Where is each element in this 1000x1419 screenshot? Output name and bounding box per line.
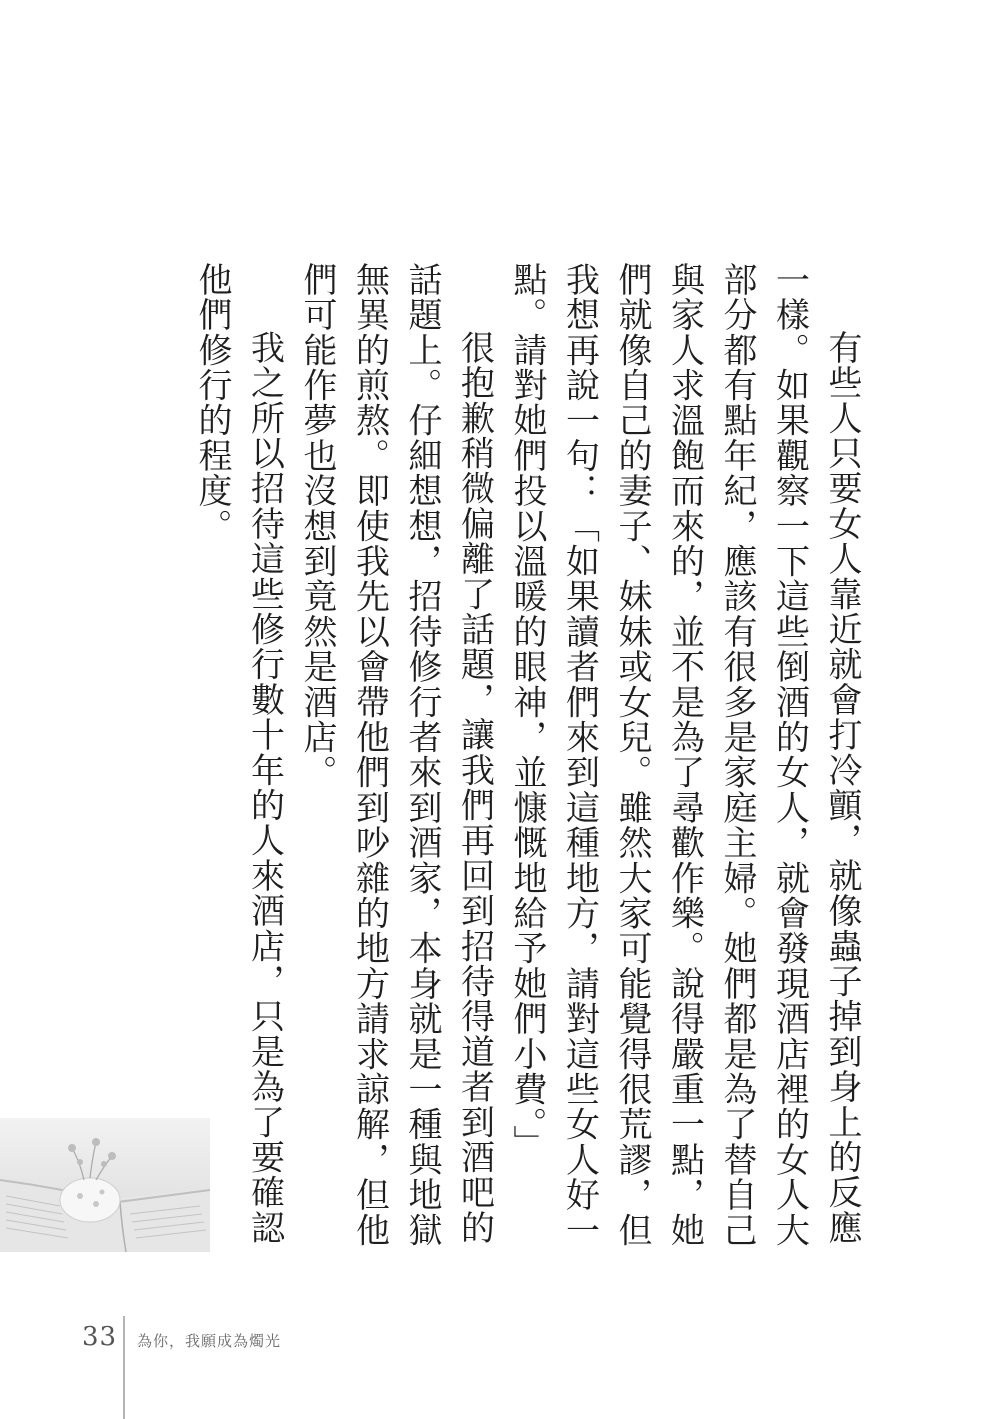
paragraph-2: 很抱歉稍微偏離了話題，讓我們再回到招待得道者到酒吧的話題上。仔細想想，招待修行者來到酒家，本身就是一種與地獄無異的煎熬。即使我先以會帶他們到吵雜的地方請求諒解，但他們可能作夢也沒想到竟然是酒店。: [297, 262, 495, 1248]
page-number: 33: [82, 1322, 118, 1352]
running-title: 為你，我願成為燭光: [137, 1332, 282, 1350]
paragraph-3: 我之所以招待這些修行數十年的人來酒店，只是為了要確認他們修行的程度。: [192, 262, 285, 1246]
paragraph-1: 有些人只要女人靠近就會打冷顫，就像蟲子掉到身上的反應一樣。如果觀察一下這些倒酒的女人，就會發現酒店裡的女人大部分都有點年紀，應該有很多是家庭主婦。她們都是為了替自己與家人求溫飽而來的，並不是為了尋歡作樂。說得嚴重一點，她們就像自己的妻子、妹妹或女兒。雖然大家可能覺得很荒謬，但我想再說一句：「如果讀者們來到這種地方，請對這些女人好一點。請對她們投以溫暖的眼神，並慷慨地給予她們小費。」: [507, 262, 862, 1248]
body-text: [186, 262, 869, 1262]
open-book-with-flower-vase-photo: [0, 1118, 210, 1252]
footer-divider: [123, 1316, 125, 1419]
